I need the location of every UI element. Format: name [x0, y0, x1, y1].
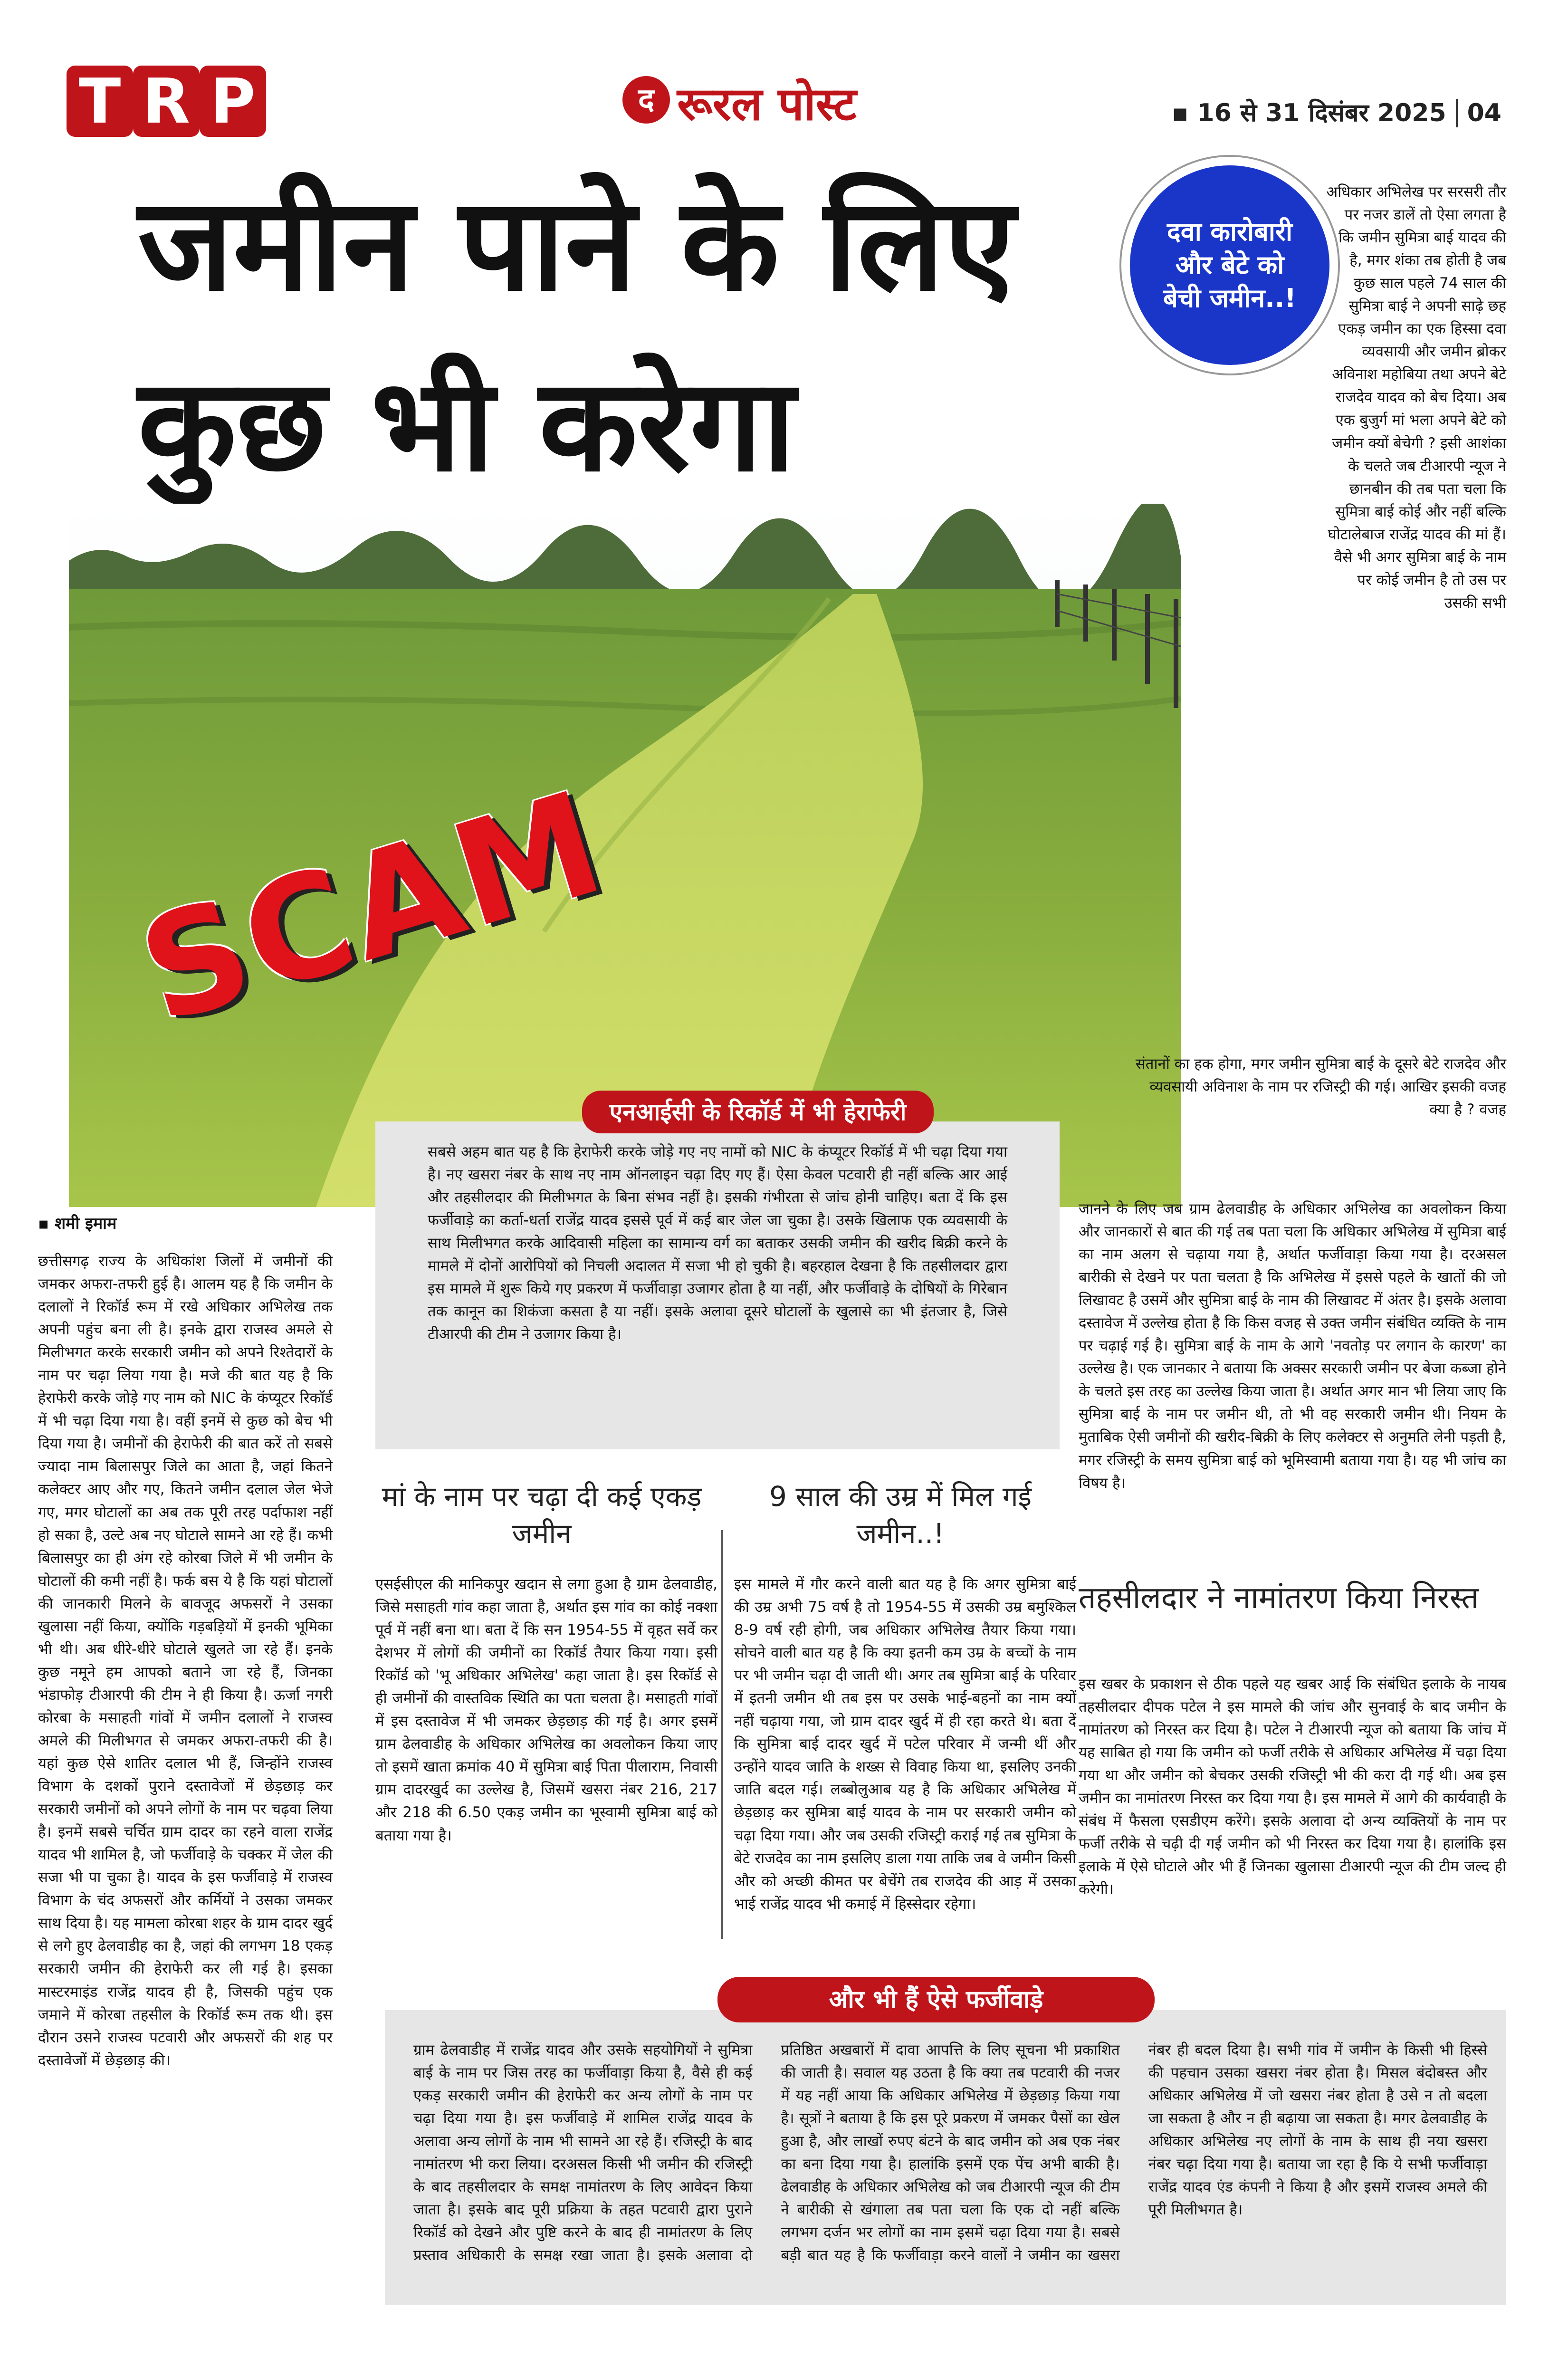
side-column-text: अधिकार अभिलेख पर सरसरी तौर पर नजर डालें तो ऐसा लगता है कि जमीन सुमित्रा बाई यादव की है, मगर शंका तब होती है जब कुछ साल पहले 74 साल की सुमित्रा बाई ने अपनी साढ़े छह एकड़ जमीन का एक हिस्सा दवा व्यवसायी और जमीन ब्रोकर अविनाश महोबिया तथा अपने बेटे राजदेव यादव को बेच दिया। अब एक बुजुर्ग मां भला अपने बेटे को जमीन क्यों बेचेगी ? इसी आशंका के चलते जब टीआरपी न्यूज ने छानबीन की तब पता चला कि सुमित्रा बाई कोई और नहीं बल्कि घोटालेबाज राजेंद्र यादव की मां हैं। वैसे भी अगर सुमित्रा बाई के नाम पर कोई जमीन है तो उस पर उसकी सभी — [1326, 183, 1506, 612]
mother-article-text: एसईसीएल की मानिकपुर खदान से लगा हुआ है ग्राम ढेलवाडीह, जिसे मसाहती गांव कहा जाता है, अर्थात इस गांव का कोई नक्शा पूर्व में नहीं बना था। बता दें कि सन 1954-55 में वृहत सर्वे कर देशभर में लोगों की जमीनों का रिकॉर्ड तैयार किया गया। इसी रिकॉर्ड को 'भू अधिकार अभिलेख' कहा जाता है। इस रिकॉर्ड से ही जमीनों की वास्तविक स्थिति का पता चलता है। मसाहती गांवों में इस दस्तावेज में भी जमकर छेड़छाड़ की गई है। अगर इसमें ग्राम ढेलवाडीह के अधिकार अभिलेख का अवलोकन किया जाए तो इसमें खाता क्रमांक 40 में सुमित्रा बाई पिता पीलाराम, निवासी ग्राम दादरखुर्द का उल्लेख है, जिसमें खसरा नंबर 216, 217 और 218 की 6.50 एकड़ जमीन का भूस्वामी सुमित्रा बाई को बताया गया है। — [375, 1576, 717, 1844]
masthead — [622, 71, 955, 131]
headline-line-1: जमीन पाने के लिए — [138, 170, 1015, 319]
issue-date: 16 से 31 दिसंबर 2025 — [1197, 99, 1446, 127]
dateline-square-icon: ▪ — [1172, 99, 1197, 127]
column-divider — [721, 1530, 723, 1939]
trp-logo — [67, 66, 266, 137]
dateline — [1172, 95, 1501, 129]
scam-label: SCAM — [123, 759, 622, 1056]
lead-article-text: छत्तीसगढ़ राज्य के अधिकांश जिलों में जमीनों की जमकर अफरा-तफरी हुई है। आलम यह है कि जमीन के दलालों ने रिकॉर्ड रूम में रखे अधिकार अभिलेख तक अपनी पहुंच बना ली है। इनके द्वारा राजस्व अमले से मिलीभगत करके सरकारी जमीन को अपने रिश्तेदारों के नाम पर चढ़ा लिया गया है। मजे की बात यह है कि हेराफेरी करके जोड़े गए नाम को NIC के कंप्यूटर रिकॉर्ड में भी चढ़ा दिया गया है। वहीं इनमें से कुछ को बेच भी दिया गया है। जमीनों की हेराफेरी की बात करें तो सबसे ज्यादा नाम बिलासपुर जिले का आता है, जहां कितने कलेक्टर आए और गए, कितने जमीन दलाल जेल भेजे गए, मगर घोटालों का अब तक पूरी तरह पर्दाफाश नहीं हो सका है, उल्टे अब नए घोटाले सामने आ रहे हैं। कभी बिलासपुर का ही अंग रहे कोरबा जिले में भी जमीन के घोटालों की कमी नहीं है। फर्क बस ये है कि यहां घोटालों की जानकारी मिलने के बावजूद अफसरों ने उसका खुलासा नहीं किया, क्योंकि गड़बड़ियों में इनकी भूमिका भी थी। अब धीरे-धीरे घोटाले खुलते जा रहे हैं। इनके कुछ नमूने हम आपको बताने जा रहे हैं, जिनका भंडाफोड़ टीआरपी की टीम ने ही किया है। ऊर्जा नगरी कोरबा के मसाहती गांवों में जमीन दलालों ने राजस्व अमले की मिलीभगत से जमकर अफरा-तफरी की है। यहां कुछ ऐसे शातिर दलाल भी हैं, जिन्होंने राजस्व विभाग के दशकों पुराने दस्तावेजों में छेड़छाड़ कर सरकारी जमीनों को अपने लोगों के नाम पर चढ़वा लिया है। इनमें सबसे चर्चित ग्राम दादर का रहने वाला राजेंद्र यादव भी शामिल है, जो फर्जीवाड़े के चक्कर में जेल की सजा भी पा चुका है। यादव के इस फर्जीवाड़े में राजस्व विभाग के चंद अफसरों और कर्मियों ने उसका जमकर साथ दिया है। यह मामला कोरबा शहर के ग्राम दादर खुर्द से लगे हुए ढेलवाडीह का है, जहां की लगभग 18 एकड़ सरकारी जमीन की हेराफेरी कर ली गई है। इसका मास्टरमाइंड राजेंद्र यादव ही है, जिसकी पहुंच एक जमाने में कोरबा तहसील के रिकॉर्ड रूम तक थी। इस दौरान उसने राजस्व पटवारी और अफसरों की शह पर दस्तावेजों में छेड़छाड़ की। — [38, 1253, 333, 2069]
logo-letter-p: P — [200, 66, 266, 137]
more-frauds-heading: और भी हैं ऐसे फर्जीवाड़े — [717, 1977, 1155, 2022]
tehsildar-article-text: इस खबर के प्रकाशन से ठीक पहले यह खबर आई कि संबंधित इलाके के नायब तहसीलदार दीपक पटेल ने इस मामले की जांच और सुनवाई के बाद जमीन के नामांतरण को निरस्त कर दिया है। पटेल ने टीआरपी न्यूज को बताया कि जांच में यह साबित हो गया कि जमीन को फर्जी तरीके से अधिकार अभिलेख में चढ़ा दिया गया था और जमीन को बेचकर उसकी रजिस्ट्री भी की करा दी गई थी। अब इस जमीन का नामांतरण निरस्त कर दिया गया है। इस मामले में आगे की कार्यवाही के संबंध में फैसला एसडीएम करेंगे। इसके अलावा दो अन्य व्यक्तियों के नाम पर फर्जी तरीके से चढ़ी दी गई जमीन को भी निरस्त कर दिया गया है। हालांकि इस इलाके में ऐसे घोटाले और भी हैं जिनका खुलासा टीआरपी न्यूज की टीम जल्द ही करेगी। — [1079, 1676, 1506, 1898]
author-byline: ▪ शमी इमाम — [38, 1212, 116, 1234]
masthead-name: रूरल पोस्ट — [677, 77, 857, 131]
subhead-mother: मां के नाम पर चढ़ा दी कई एकड़ जमीन — [382, 1480, 702, 1550]
headline-line-2: कुछ भी करेगा — [138, 350, 796, 500]
callout-badge — [1121, 157, 1338, 374]
side-column-continued: संतानों का हक होगा, मगर जमीन सुमित्रा बाई के दूसरे बेटे राजदेव और व्यवसायी अविनाश के नाम पर रजिस्ट्री की गई। आखिर इसकी वजह क्या है ? वजह — [1135, 1055, 1506, 1119]
callout-badge-text: दवा कारोबारी और बेटे को बेची जमीन..! — [1163, 216, 1296, 314]
right-column-text: जानने के लिए जब ग्राम ढेलवाडीह के अधिकार अभिलेख का अवलोकन किया और जानकारों से बात की गई तब पता चला कि अधिकार अभिलेख में सुमित्रा बाई का नाम अलग से चढ़ाया गया है, अर्थात फर्जीवाड़ा किया गया है। दरअसल बारीकी से देखने पर पता चलता है कि अभिलेख में इससे पहले के खातों की जो लिखावट है उसमें और सुमित्रा बाई के नाम की लिखावट में अंतर है। इसके अलावा दस्तावेज में उल्लेख होता है कि किस वजह से उक्त जमीन संबंधित व्यक्ति के नाम पर चढ़ाई गई है। सुमित्रा बाई के नाम के आगे 'नवतोड़ पर लगान के कारण' का उल्लेख है। एक जानकार ने बताया कि अक्सर सरकारी जमीन पर बेजा कब्जा होने के चलते इस तरह का उल्लेख किया जाता है। अर्थात अगर मान भी लिया जाए कि सुमित्रा बाई के नाम पर जमीन थी, तो भी वह सरकारी जमीन थी। नियम के मुताबिक ऐसी जमीनों की खरीद-बिक्री के लिए कलेक्टर से अनुमति लेनी पड़ती है, मगर रजिस्ट्री के समय सुमित्रा बाई को भूमिस्वामी बताया गया है। यह भी जांच का विषय है। — [1079, 1200, 1506, 1492]
subhead-tehsildar: तहसीलदार ने नामांतरण किया निरस्त — [1079, 1581, 1479, 1616]
nic-box-heading: एनआईसी के रिकॉर्ड में भी हेराफेरी — [582, 1091, 934, 1133]
nine-years-article-text: इस मामले में गौर करने वाली बात यह है कि अगर सुमित्रा बाई की उम्र अभी 75 वर्ष है तो 1954-55 में उसकी उम्र बमुश्किल 8-9 वर्ष रही होगी, जब अधिकार अभिलेख तैयार किया गया। सोचने वाली बात यह है कि क्या इतनी कम उम्र के बच्चों के नाम पर भी जमीन चढ़ा दी जाती थी। अगर तब सुमित्रा बाई के परिवार में इतनी जमीन थी तब इस पर उसके भाई-बहनों का नाम क्यों नहीं चढ़ाया गया, जो ग्राम दादर खुर्द में ही रहा करते थे। बता दें कि सुमित्रा बाई दादर खुर्द में पटेल परिवार में जन्मी थीं और उन्होंने यादव जाति के शख्स से विवाह किया था, इसलिए उनकी जाति बदल गई। लब्बोलुआब यह है कि अधिकार अभिलेख में छेड़छाड़ कर सुमित्रा बाई यादव के नाम पर सरकारी जमीन को चढ़ा दिया गया। और जब उसकी रजिस्ट्री कराई गई तब सुमित्रा के बेटे राजदेव का नाम इसलिए डाला गया ताकि जब वे जमीन किसी और को अच्छी कीमत पर बेचेंगे तब राजदेव की आड़ में उसका भाई राजेंद्र यादव भी कमाई में हिस्सेदार रहेगा। — [734, 1576, 1076, 1913]
logo-letter-r: R — [133, 66, 200, 137]
nic-box-text: सबसे अहम बात यह है कि हेराफेरी करके जोड़े गए नए नामों को NIC के कंप्यूटर रिकॉर्ड में भी चढ़ा दिया गया है। नए खसरा नंबर के साथ नए नाम ऑनलाइन चढ़ा दिए गए हैं। ऐसा केवल पटवारी ही नहीं बल्कि आर आई और तहसीलदार की मिलीभगत के बिना संभव नहीं है। इसकी गंभीरता से जांच होनी चाहिए। बता दें कि इस फर्जीवाड़े का कर्ता-धर्ता राजेंद्र यादव इससे पूर्व में कई बार जेल जा चुका है। उसके खिलाफ एक व्यवसायी के साथ मिलीभगत करके आदिवासी महिला का सामान्य वर्ग का बताकर उसकी जमीन की खरीद बिक्री करने के मामले में दोनों आरोपियों को निचली अदालत में सजा भी हो चुकी है। बहरहाल देखना है कि तहसीलदार द्वारा इस मामले में शुरू किये गए प्रकरण में फर्जीवाड़ा उजागर होता है या नहीं, और फर्जीवाड़े के दोषियों के गिरेबान तक कानून का शिकंजा कसता है या नहीं। इसके अलावा दूसरे घोटालों के खुलासे का भी इंतजार है, जिसे टीआरपी की टीम ने उजागर किया है। — [428, 1143, 1007, 1343]
more-frauds-text: ग्राम ढेलवाडीह में राजेंद्र यादव और उसके सहयोगियों ने सुमित्रा बाई के नाम पर जिस तरह का फर्जीवाड़ा किया है, वैसे ही कई एकड़ सरकारी जमीन की हेराफेरी कर अन्य लोगों के नाम पर चढ़ा दिया गया है। इस फर्जीवाड़े में शामिल राजेंद्र यादव के अलावा अन्य लोगों के नाम भी सामने आ रहे हैं। रजिस्ट्री के बाद नामांतरण भी करा लिया। दरअसल किसी भी जमीन की रजिस्ट्री के बाद तहसीलदार के समक्ष नामांतरण के लिए आवेदन किया जाता है। इसके बाद पूरी प्रक्रिया के तहत पटवारी द्वारा पुराने रिकॉर्ड को देखने और पुष्टि करने के बाद ही नामांतरण के लिए प्रस्ताव अधिकारी के समक्ष रखा जाता है। इसके अलावा दो प्रतिष्ठित अखबारों में दावा आपत्ति के लिए सूचना भी प्रकाशित की जाती है। सवाल यह उठता है कि क्या तब पटवारी की नजर में यह नहीं आया कि अधिकार अभिलेख में छेड़छाड़ किया गया है। सूत्रों ने बताया है कि इस पूरे प्रकरण में जमकर पैसों का खेल हुआ है, और लाखों रुपए बंटने के बाद जमीन को अब एक नंबर का बना दिया गया है। हालांकि इसमें एक पेंच अभी बाकी है। ढेलवाडीह के अधिकार अभिलेख को जब टीआरपी न्यूज की टीम ने बारीकी से खंगाला तब पता चला कि एक दो नहीं बल्कि लगभग दर्जन भर लोगों का नाम इसमें चढ़ा दिया गया है। सबसे बड़ी बात यह है कि फर्जीवाड़ा करने वालों ने जमीन का खसरा नंबर ही बदल दिया है। सभी गांव में जमीन के किसी भी हिस्से की पहचान उसका खसरा नंबर होता है। मिसल बंदोबस्त और अधिकार अभिलेख में जो खसरा नंबर होता है उसे न तो बदला जा सकता है और न ही बढ़ाया जा सकता है। मगर ढेलवाडीह के अधिकार अभिलेख नए लोगों के नाम के साथ ही नया खसरा नंबर चढ़ा दिया गया है। बताया जा रहा है कि ये सभी फर्जीवाड़ा राजेंद्र यादव एंड कंपनी ने किया है और इसमें राजस्व अमले की पूरी मिलीभगत है। — [413, 2041, 1487, 2264]
subhead-nine-years: 9 साल की उम्र में मिल गई जमीन..! — [769, 1480, 1032, 1550]
masthead-mark: द — [622, 76, 670, 124]
logo-letter-t: T — [67, 66, 133, 137]
page-number: 04 — [1456, 99, 1501, 127]
